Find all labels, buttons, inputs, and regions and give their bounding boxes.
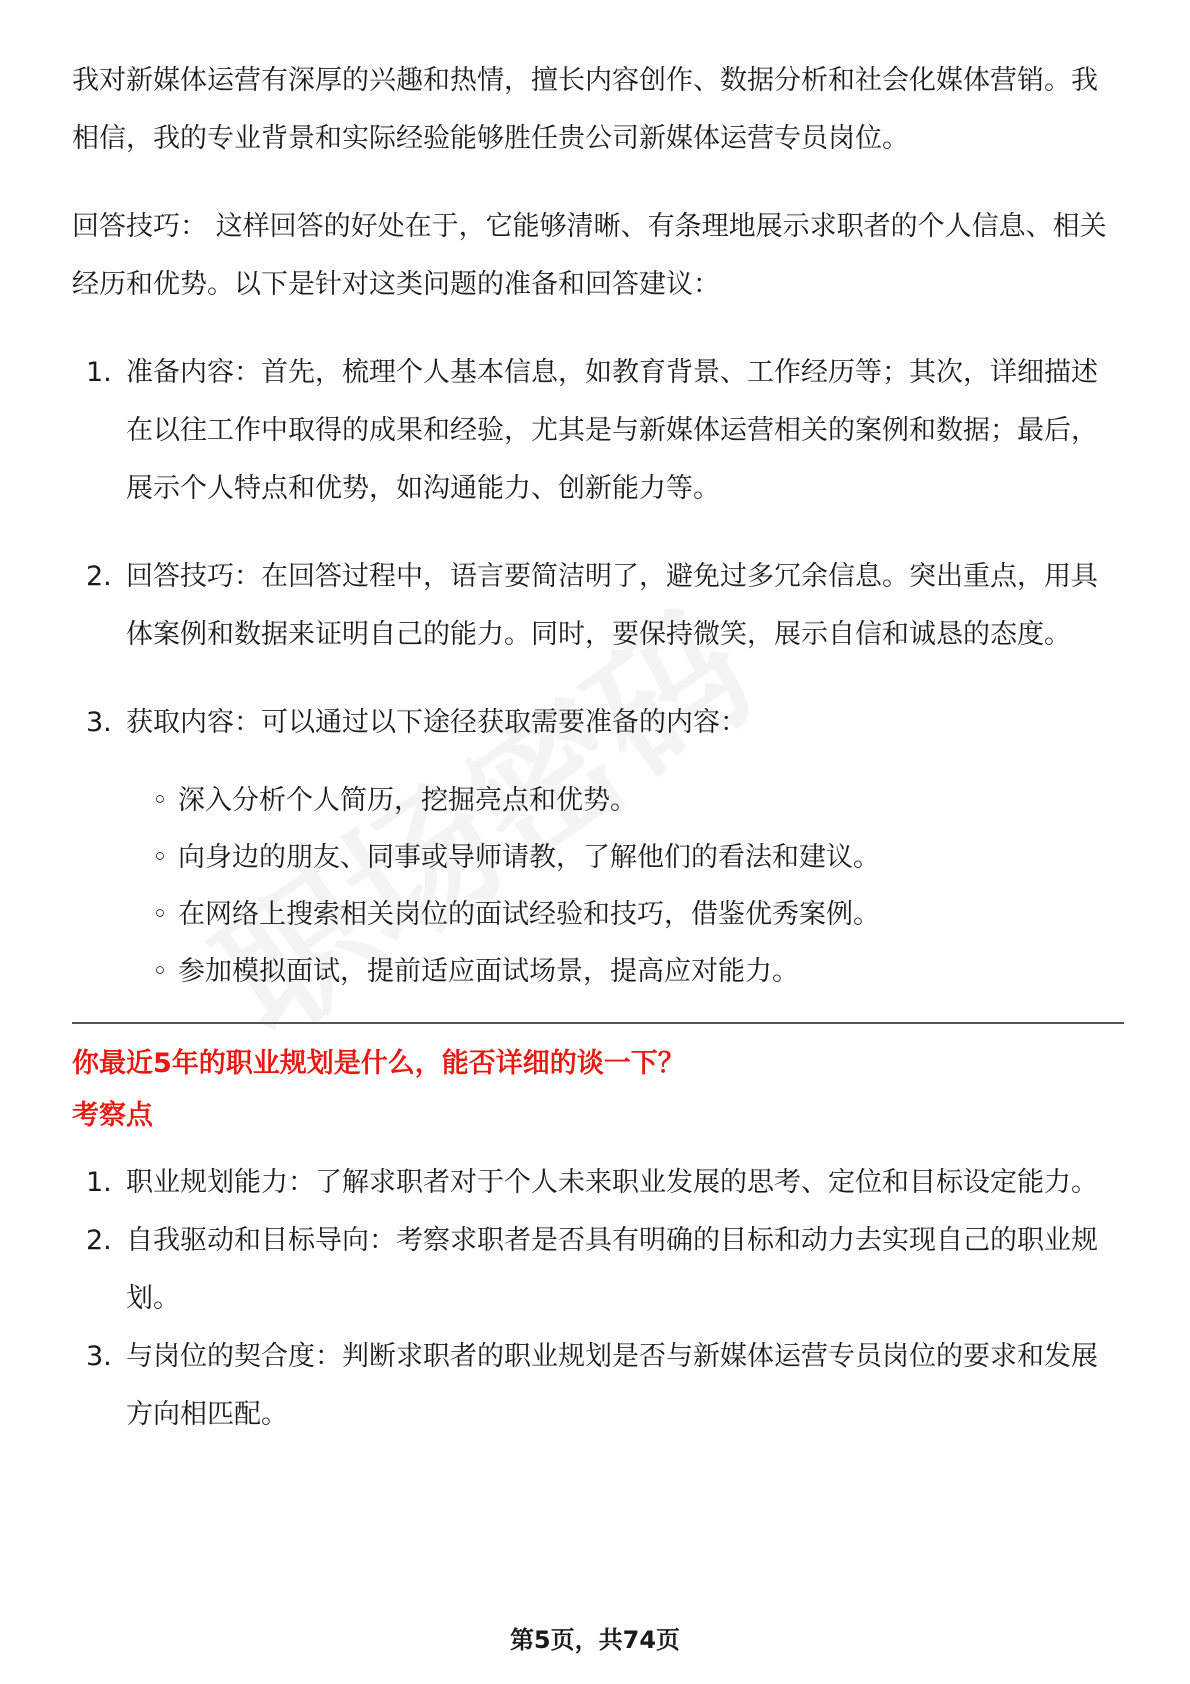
list-number: 2. — [86, 561, 112, 592]
bullet-text: 向身边的朋友、同事或导师请教，了解他们的看法和建议。 — [178, 842, 880, 873]
document-page — [72, 52, 1124, 1444]
bullet-item — [72, 886, 1124, 943]
bullet-text: 深入分析个人简历，挖掘亮点和优势。 — [178, 785, 637, 816]
list-item-text: 回答技巧：在回答过程中，语言要简洁明了，避免过多冗余信息。突出重点，用具体案例和数据来证明自己的能力。同时，要保持微笑，展示自信和诚恳的态度。 — [126, 561, 1098, 650]
assessment-list — [72, 1154, 1124, 1444]
bullet-text: 参加模拟面试，提前适应面试场景，提高应对能力。 — [178, 956, 799, 987]
list-item-text: 职业规划能力：了解求职者对于个人未来职业发展的思考、定位和目标设定能力。 — [126, 1167, 1098, 1198]
bullet-icon: ◦ — [152, 842, 168, 873]
list-item-text: 自我驱动和目标导向：考察求职者是否具有明确的目标和动力去实现自己的职业规划。 — [126, 1225, 1098, 1314]
intro-paragraph: 我对新媒体运营有深厚的兴趣和热情，擅长内容创作、数据分析和社会化媒体营销。我相信，我的专业背景和实际经验能够胜任贵公司新媒体运营专员岗位。 — [72, 65, 1098, 154]
bullet-icon: ◦ — [152, 785, 168, 816]
list-item-text: 获取内容：可以通过以下途径获取需要准备的内容： — [126, 707, 747, 738]
list-item — [72, 344, 1124, 518]
list-item — [72, 548, 1124, 664]
advice-list — [72, 344, 1124, 752]
bullet-text: 在网络上搜索相关岗位的面试经验和技巧，借鉴优秀案例。 — [178, 899, 880, 930]
list-number: 3. — [86, 707, 112, 738]
section-divider — [72, 1022, 1124, 1024]
tips-paragraph: 回答技巧： 这样回答的好处在于，它能够清晰、有条理地展示求职者的个人信息、相关经历和优势。以下是针对这类问题的准备和回答建议： — [72, 211, 1107, 300]
list-number: 1. — [86, 1167, 112, 1198]
list-number: 1. — [86, 357, 112, 388]
bullet-icon: ◦ — [152, 956, 168, 987]
list-item-text: 与岗位的契合度：判断求职者的职业规划是否与新媒体运营专员岗位的要求和发展方向相匹配。 — [126, 1341, 1098, 1430]
sources-list — [72, 772, 1124, 1000]
bullet-item — [72, 943, 1124, 1000]
list-number: 2. — [86, 1225, 112, 1256]
list-item — [72, 1154, 1124, 1212]
list-item-text: 准备内容：首先，梳理个人基本信息，如教育背景、工作经历等；其次，详细描述在以往工作中取得的成果和经验，尤其是与新媒体运营相关的案例和数据；最后，展示个人特点和优势，如沟通能力、创新能力等。 — [126, 357, 1098, 504]
list-item — [72, 1328, 1124, 1444]
page-footer: 第5页，共74页 — [509, 1626, 681, 1654]
list-item — [72, 694, 1124, 752]
list-number: 3. — [86, 1341, 112, 1372]
bullet-item — [72, 772, 1124, 829]
bullet-icon: ◦ — [152, 899, 168, 930]
assessment-heading: 考察点 — [72, 1100, 153, 1131]
question-title: 你最近5年的职业规划是什么，能否详细的谈一下？ — [72, 1048, 685, 1079]
bullet-item — [72, 829, 1124, 886]
list-item — [72, 1212, 1124, 1328]
